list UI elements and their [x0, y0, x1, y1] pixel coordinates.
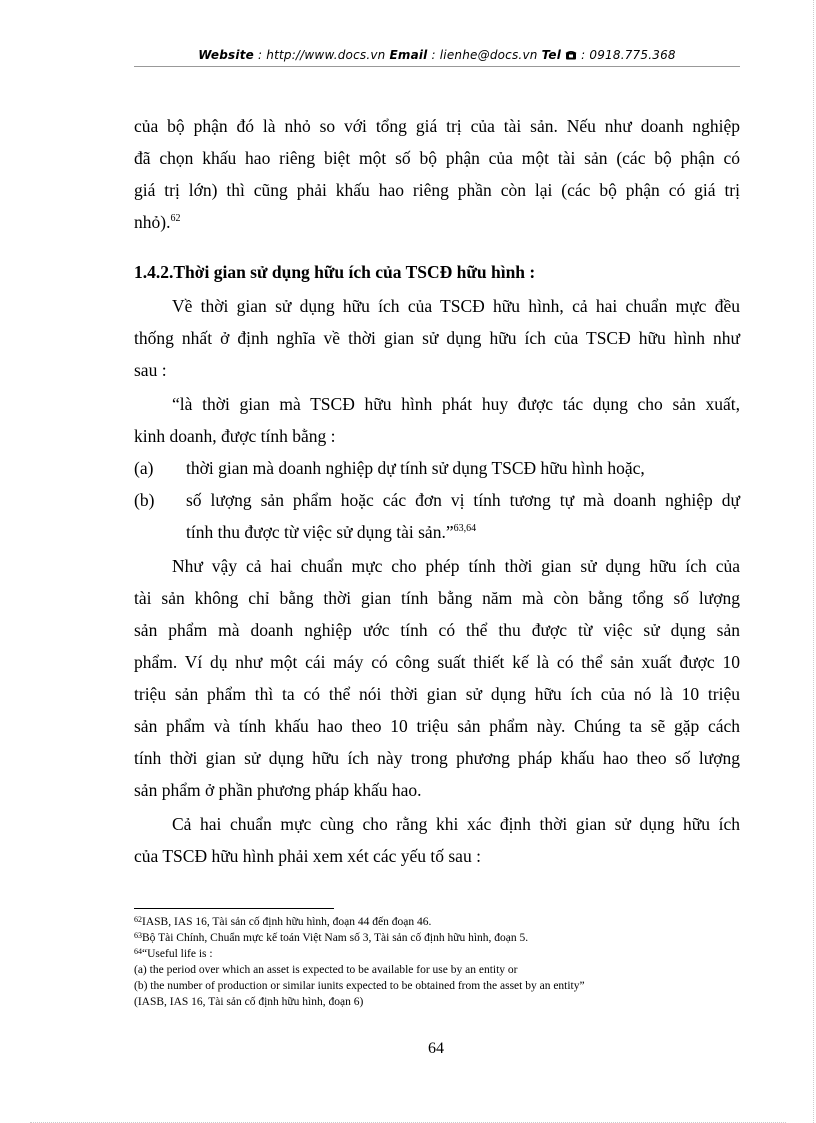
- footnote-line: (a) the period over which an asset is expected to be available for use by an entity or: [134, 964, 518, 976]
- body-line: [134, 212, 180, 233]
- list-marker: (b): [134, 490, 155, 510]
- body-line: sau :: [134, 360, 167, 380]
- footnote-number: 63: [134, 931, 142, 940]
- body-line: của TSCĐ hữu hình phải xem xét các yếu tố sau :: [134, 846, 481, 866]
- footnote-text: Bộ Tài Chính, Chuẩn mực kế toán Việt Nam số 3, Tài sản cố định hữu hình, đoạn 5.: [142, 932, 529, 944]
- footnote-line: (b) the number of production or similar iunits expected to be obtained from the asset by an entity”: [134, 980, 585, 992]
- footnote-text: IASB, IAS 16, Tài sản cố định hữu hình, đoạn 44 đến đoạn 46.: [142, 916, 432, 928]
- body-line: tài sản không chỉ bằng thời gian tính bằng năm mà còn bằng tổng số lượng: [134, 588, 740, 608]
- body-line: sản phẩm ở phần phương pháp khấu hao.: [134, 780, 422, 800]
- website-value: : http://www.docs.vn: [258, 48, 386, 62]
- footnote-text: “Useful life is :: [142, 948, 213, 960]
- quote-line: kinh doanh, được tính bằng :: [134, 426, 336, 446]
- page-header: [134, 48, 740, 62]
- body-line: tính thời gian sử dụng hữu ích này trong phương pháp khấu hao theo số lượng: [134, 748, 740, 768]
- body-line: Cả hai chuẩn mực cùng cho rằng khi xác định thời gian sử dụng hữu ích: [172, 814, 740, 834]
- list-marker: (a): [134, 458, 154, 478]
- body-line: đã chọn khấu hao riêng biệt một số bộ phận của một tài sản (các bộ phận có: [134, 148, 740, 168]
- footnote-separator: [134, 908, 334, 909]
- footnote: [134, 916, 431, 928]
- footnote-ref: 63,64: [453, 523, 477, 534]
- page-border-right: [813, 0, 814, 1123]
- list-item-text: tính thu được từ việc sử dụng tài sản.”: [186, 522, 454, 542]
- phone-icon: [565, 49, 577, 60]
- body-line: Về thời gian sử dụng hữu ích của TSCĐ hữu hình, cả hai chuẩn mực đều: [172, 296, 740, 316]
- body-line: Như vậy cả hai chuẩn mực cho phép tính thời gian sử dụng hữu ích của: [172, 556, 740, 576]
- list-item-continued: [186, 522, 476, 543]
- quote-line: “là thời gian mà TSCĐ hữu hình phát huy được tác dụng cho sản xuất,: [172, 394, 740, 414]
- body-line: sản phẩm mà doanh nghiệp ước tính có thể thu được từ việc sử dụng sản: [134, 620, 740, 640]
- body-text: nhỏ).: [134, 212, 171, 232]
- footnote-number: 64: [134, 947, 142, 956]
- body-line: sản phẩm và tính khấu hao theo 10 triệu sản phẩm này. Chúng ta sẽ gặp cách: [134, 716, 740, 736]
- body-line: của bộ phận đó là nhỏ so với tổng giá trị của tài sản. Nếu như doanh nghiệp: [134, 116, 740, 136]
- header-rule: [134, 66, 740, 67]
- list-item: số lượng sản phẩm hoặc các đơn vị tính tương tự mà doanh nghiệp dự: [186, 490, 740, 510]
- footnote-line: (IASB, IAS 16, Tài sản cố định hữu hình, đoạn 6): [134, 996, 364, 1008]
- section-heading: 1.4.2.Thời gian sử dụng hữu ích của TSCĐ hữu hình :: [134, 262, 536, 282]
- footnote-ref: 62: [170, 213, 181, 224]
- email-value: : lienhe@docs.vn: [431, 48, 538, 62]
- email-label: Email: [389, 48, 428, 62]
- body-line: giá trị lớn) thì cũng phải khấu hao riêng phần còn lại (các bộ phận có giá trị: [134, 180, 740, 200]
- footnote-number: 62: [134, 915, 142, 924]
- website-label: Website: [198, 48, 254, 62]
- body-line: phẩm. Ví dụ như một cái máy có công suất thiết kế là có thể sản xuất được 10: [134, 652, 740, 672]
- tel-value: : 0918.775.368: [581, 48, 676, 62]
- footnote: [134, 948, 213, 960]
- list-item: thời gian mà doanh nghiệp dự tính sử dụng TSCĐ hữu hình hoặc,: [186, 458, 645, 478]
- body-line: triệu sản phẩm thì ta có thể nói thời gian sử dụng hữu ích của nó là 10 triệu: [134, 684, 740, 704]
- body-line: thống nhất ở định nghĩa về thời gian sử dụng hữu ích của TSCĐ hữu hình như: [134, 328, 740, 348]
- page-number: 64: [428, 1040, 444, 1057]
- tel-label: Tel: [541, 48, 562, 62]
- footnote: [134, 932, 528, 944]
